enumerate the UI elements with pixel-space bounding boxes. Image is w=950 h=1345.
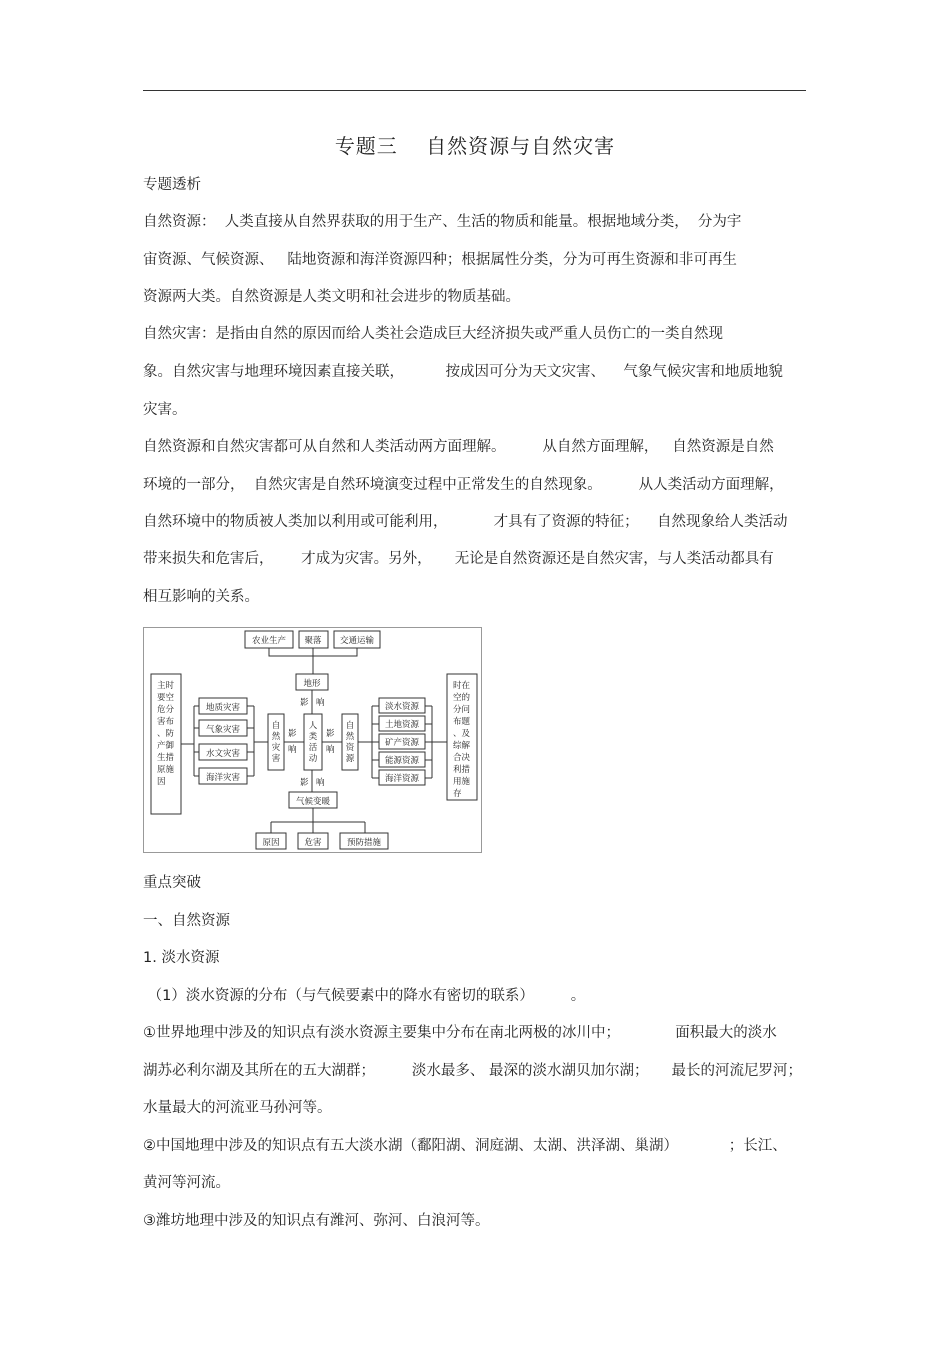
svg-text:用施: 用施: [453, 777, 471, 787]
svg-text:海洋资源: 海洋资源: [384, 774, 420, 784]
svg-text:影: 影: [326, 729, 335, 739]
left-info-box: [151, 674, 181, 814]
svg-text:动: 动: [308, 754, 318, 764]
paragraph-line: 自然资源和自然灾害都可从自然和人类活动两方面理解。 从自然方面理解， 自然资源是自然: [143, 439, 774, 455]
paragraph-line: 象。自然灾害与地理环境因素直接关联， 按成因可分为天文灾害、 气象气候灾害和地质地貌: [143, 364, 783, 380]
disaster-box-weather: [199, 720, 247, 736]
svg-text:原因: 原因: [262, 838, 280, 848]
svg-text:地质灾害: 地质灾害: [205, 703, 241, 713]
climate-box: [289, 792, 337, 808]
svg-text:然: 然: [271, 732, 281, 742]
svg-text:存: 存: [453, 789, 462, 799]
svg-text:危害: 危害: [304, 838, 322, 848]
paragraph-line: 自然灾害：是指由自然的原因而给人类社会造成巨大经济损失或严重人员伤亡的一类自然现: [143, 326, 723, 342]
paragraph-line: 带来损失和危害后， 才成为灾害。另外， 无论是自然资源还是自然灾害，与人类活动都具有: [143, 551, 774, 567]
svg-text:影: 影: [300, 778, 309, 788]
svg-text:自: 自: [271, 721, 281, 731]
svg-text:气候变暖: 气候变暖: [295, 797, 331, 807]
resource-box-energy: [379, 752, 425, 767]
bottom-box-harm: [298, 833, 328, 849]
resource-box-mineral: [379, 734, 425, 749]
top-box-settlement: [299, 631, 328, 648]
svg-text:农业生产: 农业生产: [251, 636, 287, 646]
bottom-box-prevention: [340, 833, 388, 849]
svg-text:影: 影: [288, 729, 297, 739]
svg-text:响: 响: [316, 778, 325, 788]
resource-box-ocean: [379, 770, 425, 785]
svg-text:原施: 原施: [157, 765, 175, 775]
svg-text:海洋灾害: 海洋灾害: [205, 773, 241, 783]
svg-text:淡水资源: 淡水资源: [384, 702, 420, 712]
paragraph-line: 环境的一部分， 自然灾害是自然环境演变过程中正常发生的自然现象。 从人类活动方面理解，: [143, 477, 784, 493]
svg-text:响: 响: [316, 698, 325, 708]
svg-text:能源资源: 能源资源: [384, 756, 420, 766]
svg-text:响: 响: [288, 745, 297, 755]
right-info-box: [447, 674, 477, 800]
svg-text:人: 人: [308, 721, 318, 731]
svg-text:资: 资: [345, 743, 355, 753]
svg-text:灾: 灾: [271, 743, 281, 753]
section-label-key: 重点突破: [143, 875, 201, 891]
section-label-intro: 专题透析: [143, 177, 201, 193]
svg-text:主时: 主时: [157, 681, 175, 691]
svg-text:、防: 、防: [157, 729, 175, 739]
svg-text:响: 响: [326, 745, 335, 755]
paragraph-line: 资源两大类。自然资源是人类文明和社会进步的物质基础。: [143, 289, 520, 305]
disaster-box-geology: [199, 698, 247, 714]
svg-text:源: 源: [345, 754, 355, 764]
disaster-box-hydrology: [199, 744, 247, 760]
svg-text:矿产资源: 矿产资源: [384, 738, 420, 748]
concept-diagram: [143, 627, 482, 853]
svg-text:预防措施: 预防措施: [346, 838, 382, 848]
natural-disaster-box: [268, 714, 284, 770]
body-line: ③潍坊地理中涉及的知识点有潍河、弥河、白浪河等。: [143, 1213, 490, 1229]
paragraph-line: 自然资源： 人类直接从自然界获取的用于生产、生活的物质和能量。根据地域分类， 分为宇: [143, 214, 742, 230]
header-rule: [143, 90, 806, 91]
paragraph-line: 相互影响的关系。: [143, 589, 259, 605]
body-line: ②中国地理中涉及的知识点有五大淡水湖（鄱阳湖、洞庭湖、太湖、洪泽湖、巢湖） ；长江、: [143, 1138, 787, 1154]
svg-text:类: 类: [308, 732, 318, 742]
svg-text:布题: 布题: [453, 717, 471, 727]
svg-text:影: 影: [300, 698, 309, 708]
svg-text:合决: 合决: [453, 753, 471, 763]
resource-box-land: [379, 716, 425, 731]
svg-text:产御: 产御: [157, 741, 175, 751]
svg-text:自: 自: [345, 721, 355, 731]
svg-text:害: 害: [271, 754, 281, 764]
bottom-box-cause: [256, 833, 286, 849]
svg-text:然: 然: [345, 732, 355, 742]
svg-text:生措: 生措: [157, 753, 175, 763]
disaster-box-ocean: [199, 768, 247, 784]
svg-text:土地资源: 土地资源: [384, 720, 420, 730]
svg-text:利措: 利措: [453, 765, 471, 775]
heading-natural-resources: 一、自然资源: [143, 913, 230, 929]
svg-text:活: 活: [308, 743, 318, 753]
page-title: 专题三 自然资源与自然灾害: [334, 134, 616, 158]
svg-text:危分: 危分: [157, 705, 175, 715]
paragraph-line: 自然环境中的物质被人类加以利用或可能利用， 才具有了资源的特征； 自然现象给人类活动: [143, 514, 788, 530]
body-line: 黄河等河流。: [143, 1175, 230, 1191]
svg-text:要空: 要空: [157, 693, 175, 703]
svg-text:分问: 分问: [453, 705, 471, 715]
svg-text:水文灾害: 水文灾害: [205, 749, 241, 759]
svg-text:害布: 害布: [157, 717, 175, 727]
body-line: 水量最大的河流亚马孙河等。: [143, 1100, 332, 1116]
svg-text:地形: 地形: [303, 679, 321, 689]
top-box-agriculture: [245, 631, 293, 648]
svg-text:气象灾害: 气象灾害: [205, 725, 241, 735]
body-line: ①世界地理中涉及的知识点有淡水资源主要集中分布在南北两极的冰川中； 面积最大的淡水: [143, 1025, 777, 1041]
svg-text:空的: 空的: [453, 693, 471, 703]
paragraph-line: 灾害。: [143, 402, 187, 418]
top-box-transport: [334, 631, 380, 648]
terrain-box: [296, 674, 328, 690]
paragraph-line: 宙资源、气候资源、 陆地资源和海洋资源四种；根据属性分类，分为可再生资源和非可再生: [143, 252, 737, 268]
svg-text:交通运输: 交通运输: [339, 636, 375, 646]
svg-text:聚落: 聚落: [304, 636, 322, 646]
natural-resource-box: [342, 714, 358, 770]
svg-text:时在: 时在: [453, 681, 471, 691]
svg-text:因: 因: [157, 777, 166, 787]
body-line: 湖苏必利尔湖及其所在的五大湖群； 淡水最多、 最深的淡水湖贝加尔湖； 最长的河流尼罗河；: [143, 1063, 803, 1079]
resource-box-freshwater: [379, 698, 425, 713]
body-line: （1）淡水资源的分布（与气候要素中的降水有密切的联系） 。: [143, 988, 586, 1004]
heading-freshwater: 1. 淡水资源: [143, 950, 220, 966]
svg-text:、及: 、及: [453, 729, 471, 739]
human-activity-box: [304, 714, 322, 770]
svg-text:综解: 综解: [453, 741, 471, 751]
